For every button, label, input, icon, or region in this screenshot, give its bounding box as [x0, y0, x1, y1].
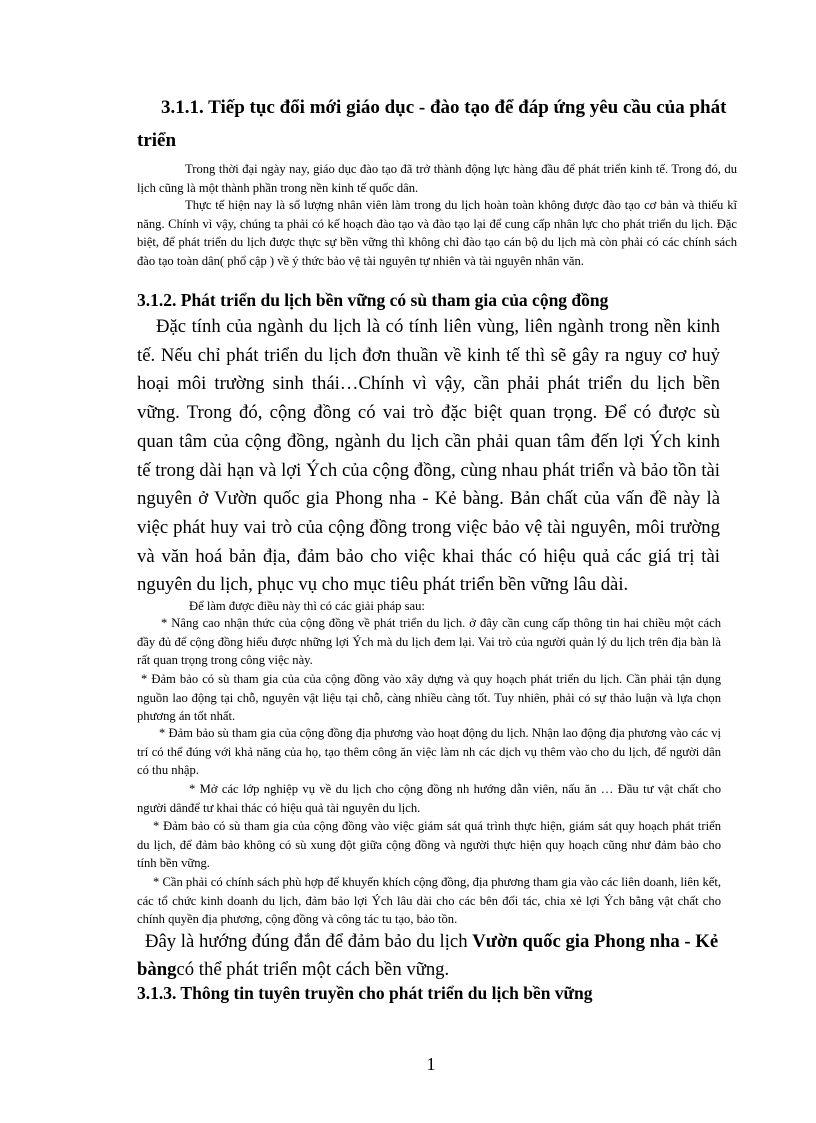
heading-3-1-1: 3.1.1. Tiếp tục đổi mới giáo dục - đào tạo để đáp ứng yêu cầu của phát triển	[137, 97, 727, 151]
solution-item: * Đảm bảo có sù tham gia của cộng đồng vào việc giám sát quá trình thực hiện, giám sát quy hoạch phát triển du lịch, để đảm bảo không có sù xung đột giữa cộng đồng và người thực hiện quy hoạch cũng như đảm bảo cho tính bền vững.	[137, 819, 721, 870]
conclusion-park-name: Vườn quốc gia Phong nha - Kẻ bàng	[137, 931, 719, 980]
paragraph-education-intro: Trong thời đại ngày nay, giáo dục đào tạo đã trở thành động lực hàng đầu để phát triển kinh tế. Trong đó, du lịch cũng là một thành phần trong nền kinh tế quốc dân.	[137, 162, 737, 195]
paragraph-training-reality: Thực tế hiện nay là số lượng nhân viên làm trong du lịch hoàn toàn không được đào tạo cơ bản và thiếu kĩ năng. Chính vì vậy, chúng ta phải có kế hoạch đào tạo và đào tạo lại để cung cấp nhân lực cho phát triển du lịch. Đặc biệt, để phát triển du lịch được thực sự bền vững thì không chỉ đào tạo cán bộ du lịch mà còn phải có các chính sách đào tạo toàn dân( phổ cập ) về ý thức bảo vệ tài nguyên tự nhiên và tài nguyên nhân văn.	[137, 198, 737, 268]
page-number: 1	[426, 1054, 436, 1074]
solution-item: * Đảm bảo có sù tham gia của của cộng đồng vào xây dựng và quy hoạch phát triển du lịch. Cần phải tận dụng nguồn lao động tại chỗ, nguyên vật liệu tại chỗ, càng nhiều càng tốt. Tuy nhiên, phải có sự thảo luận và lựa chọn phương án tốt nhất.	[137, 672, 721, 723]
conclusion-text: Đây là hướng đúng đắn để đảm bảo du lịch	[145, 931, 473, 952]
conclusion-paragraph	[137, 928, 737, 984]
solution-item: * Nâng cao nhận thức của cộng đồng về phát triển du lịch. ở đây cần cung cấp thông tin hai chiều một cách đầy đủ để cộng đồng hiểu được những lợi Ých mà du lịch đem lại. Vai trò của người quản lý du lịch trên địa bàn là rất quan trọng trong công việc này.	[137, 616, 721, 667]
solution-item: * Cần phải có chính sách phù hợp để khuyến khích cộng đồng, địa phương tham gia vào các liên doanh, liên kết, các tổ chức kinh doanh du lịch, đảm bảo lợi Ých lâu dài cho các bên đối tác, chia xẻ lợi Ých bằng vật chất cho chính quyền địa phương, cộng đồng và công tác tu tạo, bảo tồn.	[137, 875, 721, 926]
solution-item: * Đảm bảo sù tham gia của cộng đồng địa phương vào hoạt động du lịch. Nhận lao động địa phương vào các vị trí có thể đúng với khả năng của họ, tạo thêm công ăn việc làm nh các dịch vụ thêm vào cho du lịch, để người dân có thu nhập.	[137, 726, 721, 777]
heading-3-1-2: 3.1.2. Phát triển du lịch bền vững có sù tham gia của cộng đồng	[137, 290, 609, 310]
conclusion-text-end: có thể phát triển một cách bền vững.	[176, 959, 450, 980]
paragraph-community-role: Đặc tính của ngành du lịch là có tính liên vùng, liên ngành trong nền kinh tế. Nếu chỉ phát triển du lịch đơn thuần về kinh tế thì sẽ gây ra nguy cơ huỷ hoại môi trường sinh thái…Chính vì vậy, cần phải phát triển du lịch bền vững. Trong đó, cộng đồng có vai trò đặc biệt quan trọng. Để có được sù quan tâm của cộng đồng, ngành du lịch cần phải quan tâm đến lợi Ých kinh tế trong dài hạn và lợi Ých của cộng đồng, cùng nhau phát triển và bảo tồn tài nguyên ở Vườn quốc gia Phong nha - Kẻ bàng. Bản chất của vấn đề này là việc phát huy vai trò của cộng đồng trong việc bảo vệ tài nguyên, môi trường và văn hoá bản địa, đảm bảo cho việc khai thác có hiệu quả các giá trị tài nguyên du lịch, phục vụ cho mục tiêu phát triển bền vững lâu dài.	[137, 316, 720, 596]
solution-item: * Mở các lớp nghiệp vụ về du lịch cho cộng đồng nh hướng dẫn viên, nấu ăn … Đầu tư vật chất cho người dânđể tư khai thác có hiệu quả tài nguyên du lịch.	[137, 782, 721, 815]
solutions-intro: Để làm được điều này thì có các giải pháp sau:	[189, 599, 425, 613]
heading-3-1-3: 3.1.3. Thông tin tuyên truyền cho phát triển du lịch bền vững	[137, 983, 593, 1003]
